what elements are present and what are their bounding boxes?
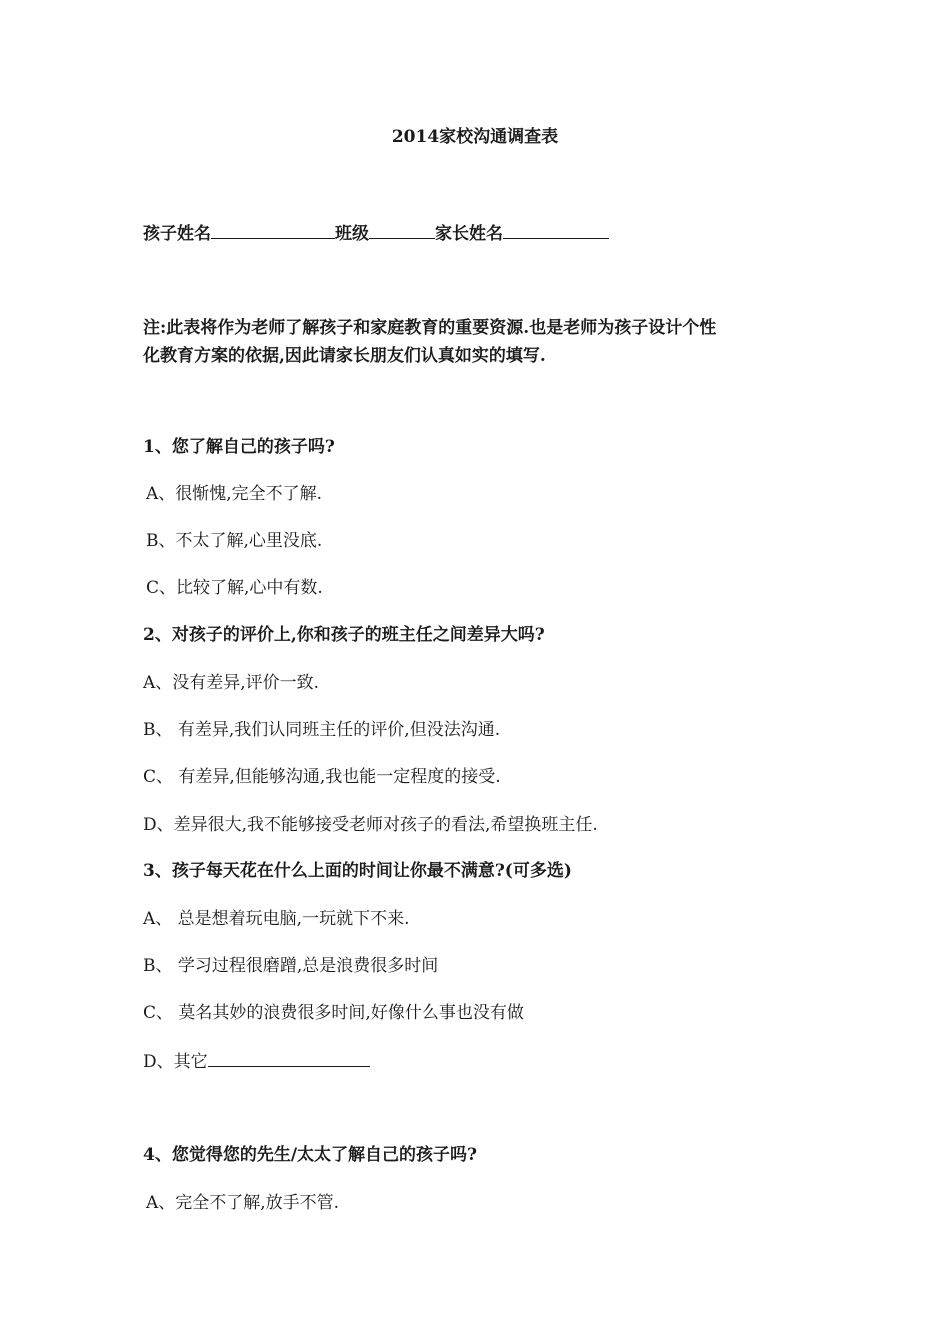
q4-option-a[interactable]: A、完全不了解,放手不管.: [146, 1193, 340, 1213]
q1-option-b[interactable]: B、不太了解,心里没底.: [146, 531, 323, 551]
question-2: 2、对孩子的评价上,你和孩子的班主任之间差异大吗?: [143, 625, 545, 645]
question-1: 1、您了解自己的孩子吗?: [143, 437, 335, 457]
page-title: 2014家校沟通调查表: [391, 127, 559, 147]
q3-other-blank[interactable]: [208, 1050, 370, 1067]
note-line-1: 注:此表将作为老师了解孩子和家庭教育的重要资源.也是老师为孩子设计个性: [143, 318, 717, 338]
q3-option-c[interactable]: C、 莫名其妙的浪费很多时间,好像什么事也没有做: [143, 1003, 524, 1023]
question-4: 4、您觉得您的先生/太太了解自己的孩子吗?: [143, 1145, 477, 1165]
q2-option-d[interactable]: D、差异很大,我不能够接受老师对孩子的看法,希望换班主任.: [143, 815, 598, 835]
q2-option-a[interactable]: A、没有差异,评价一致.: [143, 673, 320, 693]
note-line-2: 化教育方案的依据,因此请家长朋友们认真如实的填写.: [143, 346, 546, 366]
q2-option-b[interactable]: B、 有差异,我们认同班主任的评价,但没法沟通.: [143, 720, 501, 740]
q1-option-a[interactable]: A、很惭愧,完全不了解.: [146, 484, 323, 504]
child-name-label: 孩子姓名: [143, 224, 211, 244]
question-3: 3、孩子每天花在什么上面的时间让你最不满意?(可多选): [143, 861, 572, 881]
q2-option-c[interactable]: C、 有差异,但能够沟通,我也能一定程度的接受.: [143, 767, 501, 787]
q3-option-d[interactable]: [143, 1050, 370, 1073]
q1-option-c[interactable]: C、比较了解,心中有数.: [146, 578, 323, 598]
q3-option-a[interactable]: A、 总是想着玩电脑,一玩就下不来.: [143, 909, 410, 929]
class-blank[interactable]: [369, 222, 435, 239]
child-name-blank[interactable]: [211, 222, 335, 239]
q3-option-d-label: D、其它: [143, 1052, 208, 1072]
parent-name-label: 家长姓名: [435, 224, 503, 244]
parent-name-blank[interactable]: [503, 222, 609, 239]
q3-option-b[interactable]: B、 学习过程很磨蹭,总是浪费很多时间: [143, 956, 439, 976]
info-line: [143, 222, 609, 245]
class-label: 班级: [335, 224, 369, 244]
